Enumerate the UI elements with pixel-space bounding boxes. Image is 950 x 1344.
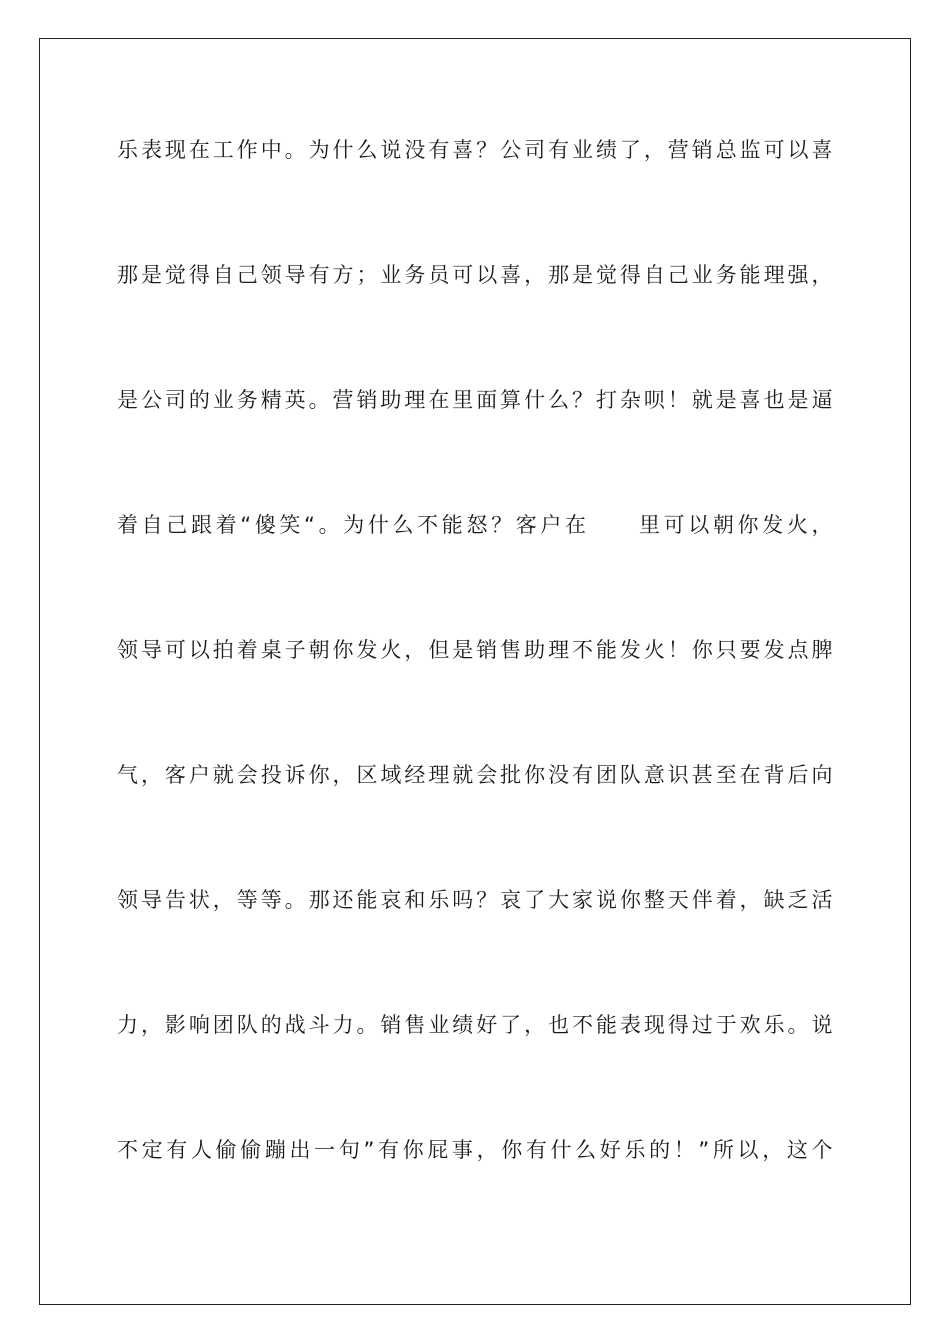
paragraph-line-8: 力，影响团队的战斗力。销售业绩好了，也不能表现得过于欢乐。说 (117, 1013, 833, 1037)
paragraph-line-7: 领导告状，等等。那还能哀和乐吗？哀了大家说你整天伴着，缺乏活 (117, 888, 833, 912)
paragraph-line-5: 领导可以拍着桌子朝你发火，但是销售助理不能发火！你只要发点脾 (117, 638, 833, 662)
page-border (39, 38, 911, 1305)
paragraph-line-1: 乐表现在工作中。为什么说没有喜？公司有业绩了，营销总监可以喜 (117, 138, 833, 162)
paragraph-line-9: 不定有人偷偷蹦出一句”有你屁事，你有什么好乐的！”所以，这个 (117, 1138, 833, 1162)
paragraph-line-4: 着自己跟着“傻笑“。为什么不能怒？客户在 里可以朝你发火， (117, 513, 833, 537)
paragraph-line-6: 气，客户就会投诉你，区域经理就会批你没有团队意识甚至在背后向 (117, 763, 833, 787)
paragraph-line-3: 是公司的业务精英。营销助理在里面算什么？打杂呗！就是喜也是逼 (117, 388, 833, 412)
paragraph-line-2: 那是觉得自己领导有方；业务员可以喜，那是觉得自己业务能理强， (117, 263, 833, 287)
